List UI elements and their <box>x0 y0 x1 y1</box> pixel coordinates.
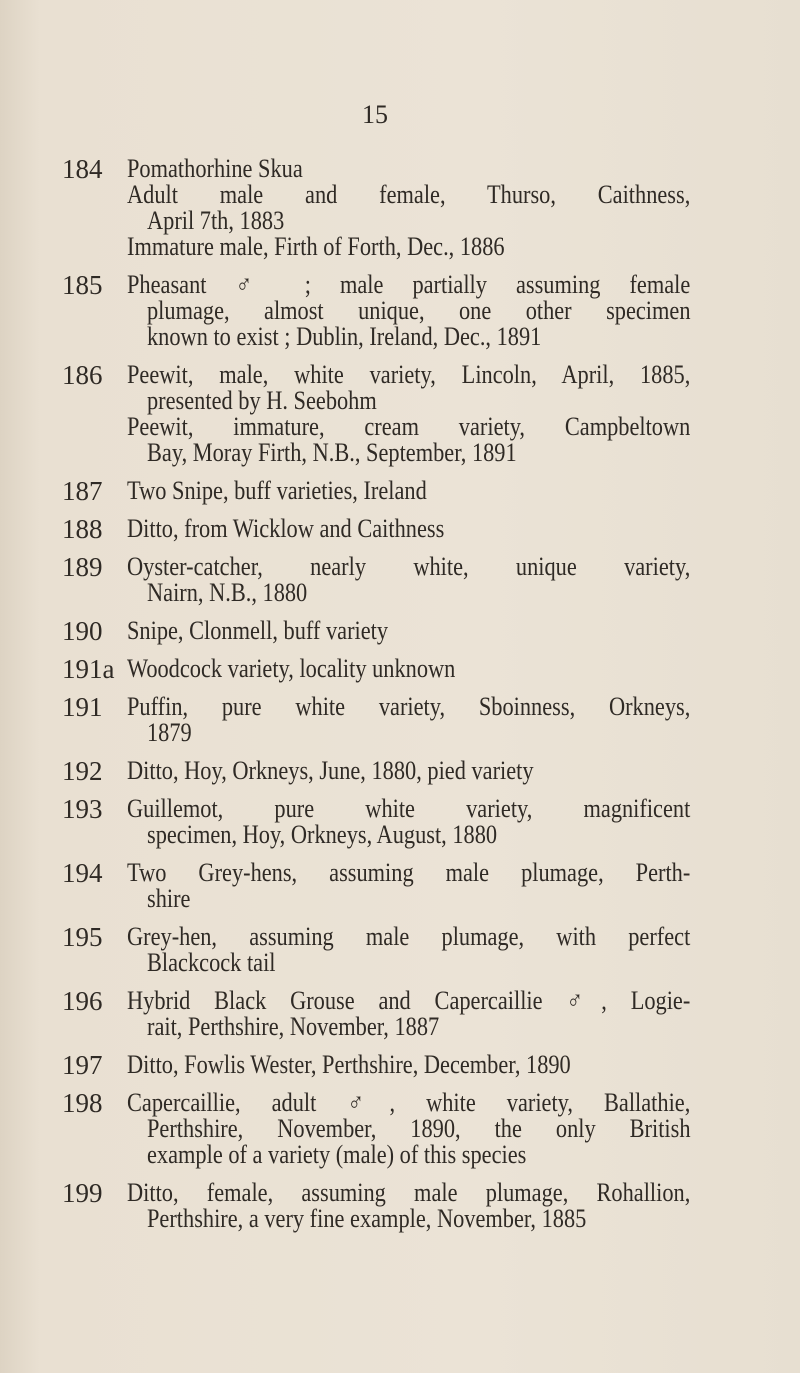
entry-description-line: Ditto, Fowlis Wester, Perthshire, December, 1890 <box>127 1050 571 1079</box>
entry-description-line: Puffin, pure white variety, Sboinness, Orkneys, <box>127 692 691 721</box>
entry-description-line: known to exist ; Dublin, Ireland, Dec., 1891 <box>147 322 542 351</box>
entry-description-line: Guillemot, pure white variety, magnificent <box>127 794 691 823</box>
catalogue-entry <box>0 362 800 466</box>
entry-description-line: Ditto, from Wicklow and Caithness <box>127 514 445 543</box>
entry-description-line: Pheasant ♂ ; male partially assuming female <box>127 270 691 299</box>
entry-description-line: Perthshire, a very fine example, November, 1885 <box>147 1204 587 1233</box>
catalogue-entry <box>0 694 800 746</box>
entry-description-line: Bay, Moray Firth, N.B., September, 1891 <box>147 438 517 467</box>
catalogue-entry <box>0 758 800 784</box>
catalogue-entry <box>0 516 800 542</box>
catalogue-entry <box>0 1180 800 1232</box>
entry-description-line: Ditto, female, assuming male plumage, Rohallion, <box>127 1178 691 1207</box>
entry-description-line: Ditto, Hoy, Orkneys, June, 1880, pied variety <box>127 756 534 785</box>
entry-description-line: plumage, almost unique, one other specimen <box>147 296 691 325</box>
lot-number: 193 <box>62 794 103 824</box>
catalogue-entry <box>0 1090 800 1168</box>
entry-description-line: Oyster-catcher, nearly white, unique variety, <box>127 552 691 581</box>
lot-number: 197 <box>62 1050 103 1080</box>
catalogue-entry <box>0 796 800 848</box>
entry-description-line: Peewit, immature, cream variety, Campbeltown <box>127 412 691 441</box>
entry-description-line: Grey-hen, assuming male plumage, with perfect <box>127 922 691 951</box>
catalogue-entry <box>0 656 800 682</box>
lot-number: 191a <box>62 654 115 684</box>
lot-number: 184 <box>62 154 103 184</box>
catalogue-entry <box>0 272 800 350</box>
catalogue-entry <box>0 988 800 1040</box>
lot-number: 187 <box>62 476 103 506</box>
entry-description-line: Snipe, Clonmell, buff variety <box>127 616 389 645</box>
entry-description-line: Pomathorhine Skua <box>127 154 303 183</box>
entry-description-line: Adult male and female, Thurso, Caithness, <box>127 180 691 209</box>
lot-number: 194 <box>62 858 103 888</box>
catalogue-entry <box>0 554 800 606</box>
catalogue-entry <box>0 860 800 912</box>
lot-number: 192 <box>62 756 103 786</box>
catalogue-entries <box>0 156 800 1244</box>
lot-number: 186 <box>62 360 103 390</box>
entry-description-line: Peewit, male, white variety, Lincoln, April, 1885, <box>127 360 691 389</box>
entry-description-line: April 7th, 1883 <box>147 206 285 235</box>
catalogue-entry <box>0 618 800 644</box>
lot-number: 198 <box>62 1088 103 1118</box>
entry-description-line: rait, Perthshire, November, 1887 <box>147 1012 440 1041</box>
entry-description-line: Nairn, N.B., 1880 <box>147 578 308 607</box>
page-number: 15 <box>362 100 388 129</box>
entry-description-line: Hybrid Black Grouse and Capercaillie ♂, Logie- <box>127 986 691 1015</box>
lot-number: 199 <box>62 1178 103 1208</box>
entry-description-line: presented by H. Seebohm <box>147 386 377 415</box>
entry-description-line: Capercaillie, adult ♂, white variety, Ballathie, <box>127 1088 691 1117</box>
entry-description-line: example of a variety (male) of this species <box>147 1140 527 1169</box>
entry-description-line: Blackcock tail <box>147 948 276 977</box>
lot-number: 191 <box>62 692 103 722</box>
entry-description-line: Two Snipe, buff varieties, Ireland <box>127 476 427 505</box>
entry-description-line: 1879 <box>147 718 192 747</box>
entry-description-line: Two Grey-hens, assuming male plumage, Perth- <box>127 858 691 887</box>
entry-description-line: Woodcock variety, locality unknown <box>127 654 456 683</box>
catalogue-entry <box>0 1052 800 1078</box>
entry-description-line: Perthshire, November, 1890, the only British <box>147 1114 691 1143</box>
entry-description-line: Immature male, Firth of Forth, Dec., 1886 <box>127 232 505 261</box>
lot-number: 189 <box>62 552 103 582</box>
entry-description-line: shire <box>147 884 191 913</box>
lot-number: 196 <box>62 986 103 1016</box>
lot-number: 190 <box>62 616 103 646</box>
lot-number: 195 <box>62 922 103 952</box>
lot-number: 188 <box>62 514 103 544</box>
catalogue-entry <box>0 478 800 504</box>
entry-description-line: specimen, Hoy, Orkneys, August, 1880 <box>147 820 498 849</box>
catalogue-entry <box>0 924 800 976</box>
lot-number: 185 <box>62 270 103 300</box>
catalogue-entry <box>0 156 800 260</box>
